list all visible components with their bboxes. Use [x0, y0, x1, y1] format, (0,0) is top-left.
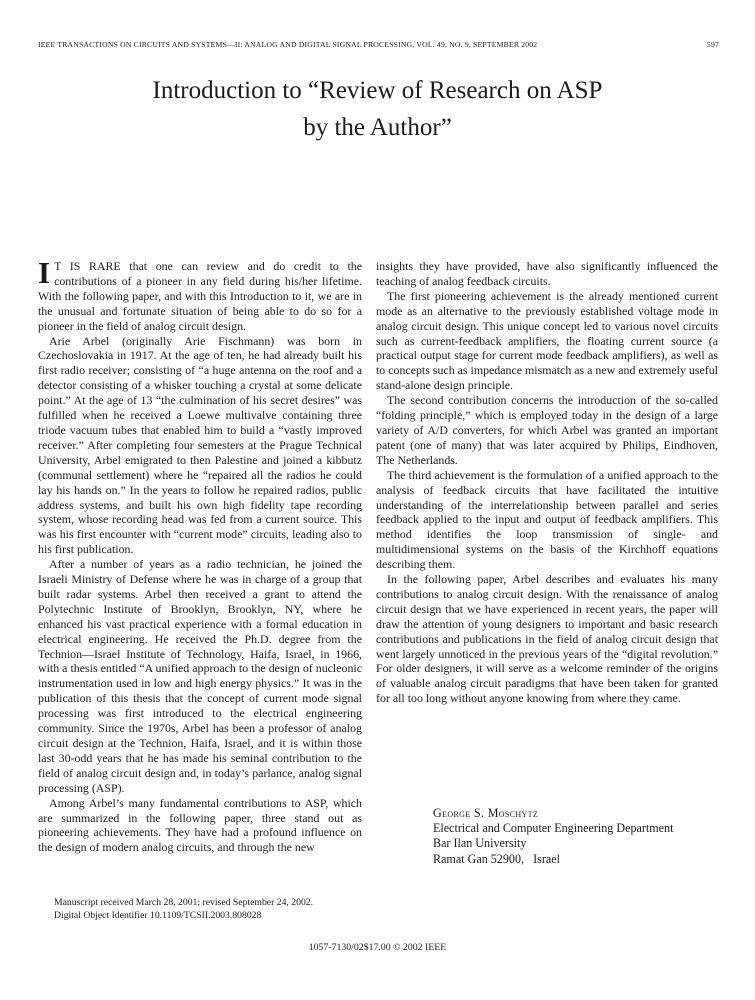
page-number: 597	[706, 40, 719, 49]
footnote	[38, 897, 378, 922]
author-name: George S. Moschytz	[433, 806, 539, 820]
paragraph: The second contribution concerns the introduction of the so-called “folding principle,” which is employed today in the design of a large variety of A/D converters, for which Arbel was granted an important patent (one of many) that was later acquired by Philips, Eindhoven, The Netherlands.	[376, 393, 718, 467]
paragraph: Among Arbel’s many fundamental contributions to ASP, which are summarized in the following paper, three stand out as pioneering achievements. They have had a profound influence on the design of modern analog circuits, and through the new	[38, 795, 362, 855]
paragraph-intro	[38, 255, 362, 334]
paragraph: The third achievement is the formulation of a unified approach to the analysis of feedback circuits that have facilitated the intuitive understanding of the interrelationship between parallel and series feedback applied to the input and output of feedback amplifiers. This method identifies the loop transmission of single- and multidimensional systems on the basis of the Kirchhoff equations describing them.	[376, 467, 718, 572]
paragraph: After a number of years as a radio technician, he joined the Israeli Ministry of Defense where he was in charge of a group that built radar systems. Arbel then received a grant to attend the Polytechnic Institute of Brooklyn, Brooklyn, NY, where he enhanced his vast practical experience with a formal education in electrical engineering. He received the Ph.D. degree from the Technion—Israel Institute of Technology, Haifa, Israel, in 1966, with a thesis entitled “A unified approach to the design of nucleonic instrumentation used in low and high energy physics.” It was in the publication of this thesis that the concept of current mode signal processing was first introduced to the electrical engineering community. Since the 1970s, Arbel has been a professor of analog circuit design at the Technion, Haifa, Israel, and it is within those last 30-odd years that he has made his seminal contribution to the field of analog circuit design and, in today’s parlance, analog signal processing (ASP).	[38, 557, 362, 795]
paper-title	[0, 72, 755, 146]
paragraph: Arie Arbel (originally Arie Fischmann) was born in Czechoslovakia in 1917. At the age of ten, he had already built his first radio receiver; consisting of “a huge antenna on the roof and a detector consisting of a whisker touching a crystal at some delicate point.” At the age of 13 “the culmination of his secret desires” was fulfilled when he received a Loewe multivalve containing three triode vacuum tubes that enabled him to build a “vastly improved receiver.” After completing four semesters at the Prague Technical University, Arbel emigrated to then Palestine and joined a kibbutz (communal settlement) where he “repaired all the radios he could lay his hands on.” In the years to follow he repaired radios, public address systems, and built his own high fidelity tape recording system, whose recording head was fed from a current source. This was his first encounter with “current mode” circuits, leading also to his first publication.	[38, 333, 362, 557]
journal-header: IEEE TRANSACTIONS ON CIRCUITS AND SYSTEMS—II: ANALOG AND DIGITAL SIGNAL PROCESSING, VOL. 49, NO. 9, SEPTEMBER 2002	[38, 40, 538, 49]
right-column	[376, 259, 718, 855]
author-signature	[433, 806, 673, 867]
running-head	[38, 40, 719, 49]
drop-cap: I	[38, 255, 51, 290]
paper-title-line2: by the Author”	[303, 114, 452, 141]
left-column	[38, 255, 362, 855]
lead-in-caps: T IS RARE	[54, 259, 121, 273]
copyright-footer: 1057-7130/02$17.00 © 2002 IEEE	[308, 942, 447, 953]
article-body	[38, 255, 718, 855]
paragraph-text: that one can review and do credit to the contributions of a pioneer in any field during his/her lifetime. With the following paper, and with this Introduction to it, we are in the unusual and fortunate situation of being able to do so for a pioneer in the field of analog circuit design.	[38, 259, 362, 333]
author-affiliation-department: Electrical and Computer Engineering Department	[433, 821, 674, 836]
manuscript-received-note: Manuscript received March 28, 2001; revised September 24, 2002.	[54, 897, 314, 908]
paragraph: In the following paper, Arbel describes and evaluates his many contributions to analog circuit design. With the renaissance of analog circuit design that we have experienced in recent years, the paper will draw the attention of young designers to important and basic research contributions and publications in the field of analog circuit design that went largely unnoticed in the previous years of the “digital revolution.” For older designers, it will serve as a welcome reminder of the origins of valuable analog circuit paradigms that have been taken for granted for all too long without anyone knowing from where they came.	[376, 572, 718, 706]
doi-note: Digital Object Identifier 10.1109/TCSII.2003.808028	[54, 909, 262, 921]
author-affiliation-city: Ramat Gan 52900, Israel	[433, 851, 560, 866]
paragraph-continuation: insights they have provided, have also significantly influenced the teaching of analog feedback circuits.	[376, 259, 718, 288]
paper-title-line1: Introduction to “Review of Research on ASP	[152, 77, 603, 104]
paragraph: The first pioneering achievement is the already mentioned current mode as an alternative to the previously established voltage mode in analog circuit design. This unique concept led to various novel circuits such as current-feedback amplifiers, the floating current source (a practical output stage for current mode feedback amplifiers), as well as to concepts such as impedance mismatch as a new and extremely useful stand-alone design principle.	[376, 288, 718, 393]
author-affiliation-university: Bar Ilan University	[433, 836, 527, 851]
